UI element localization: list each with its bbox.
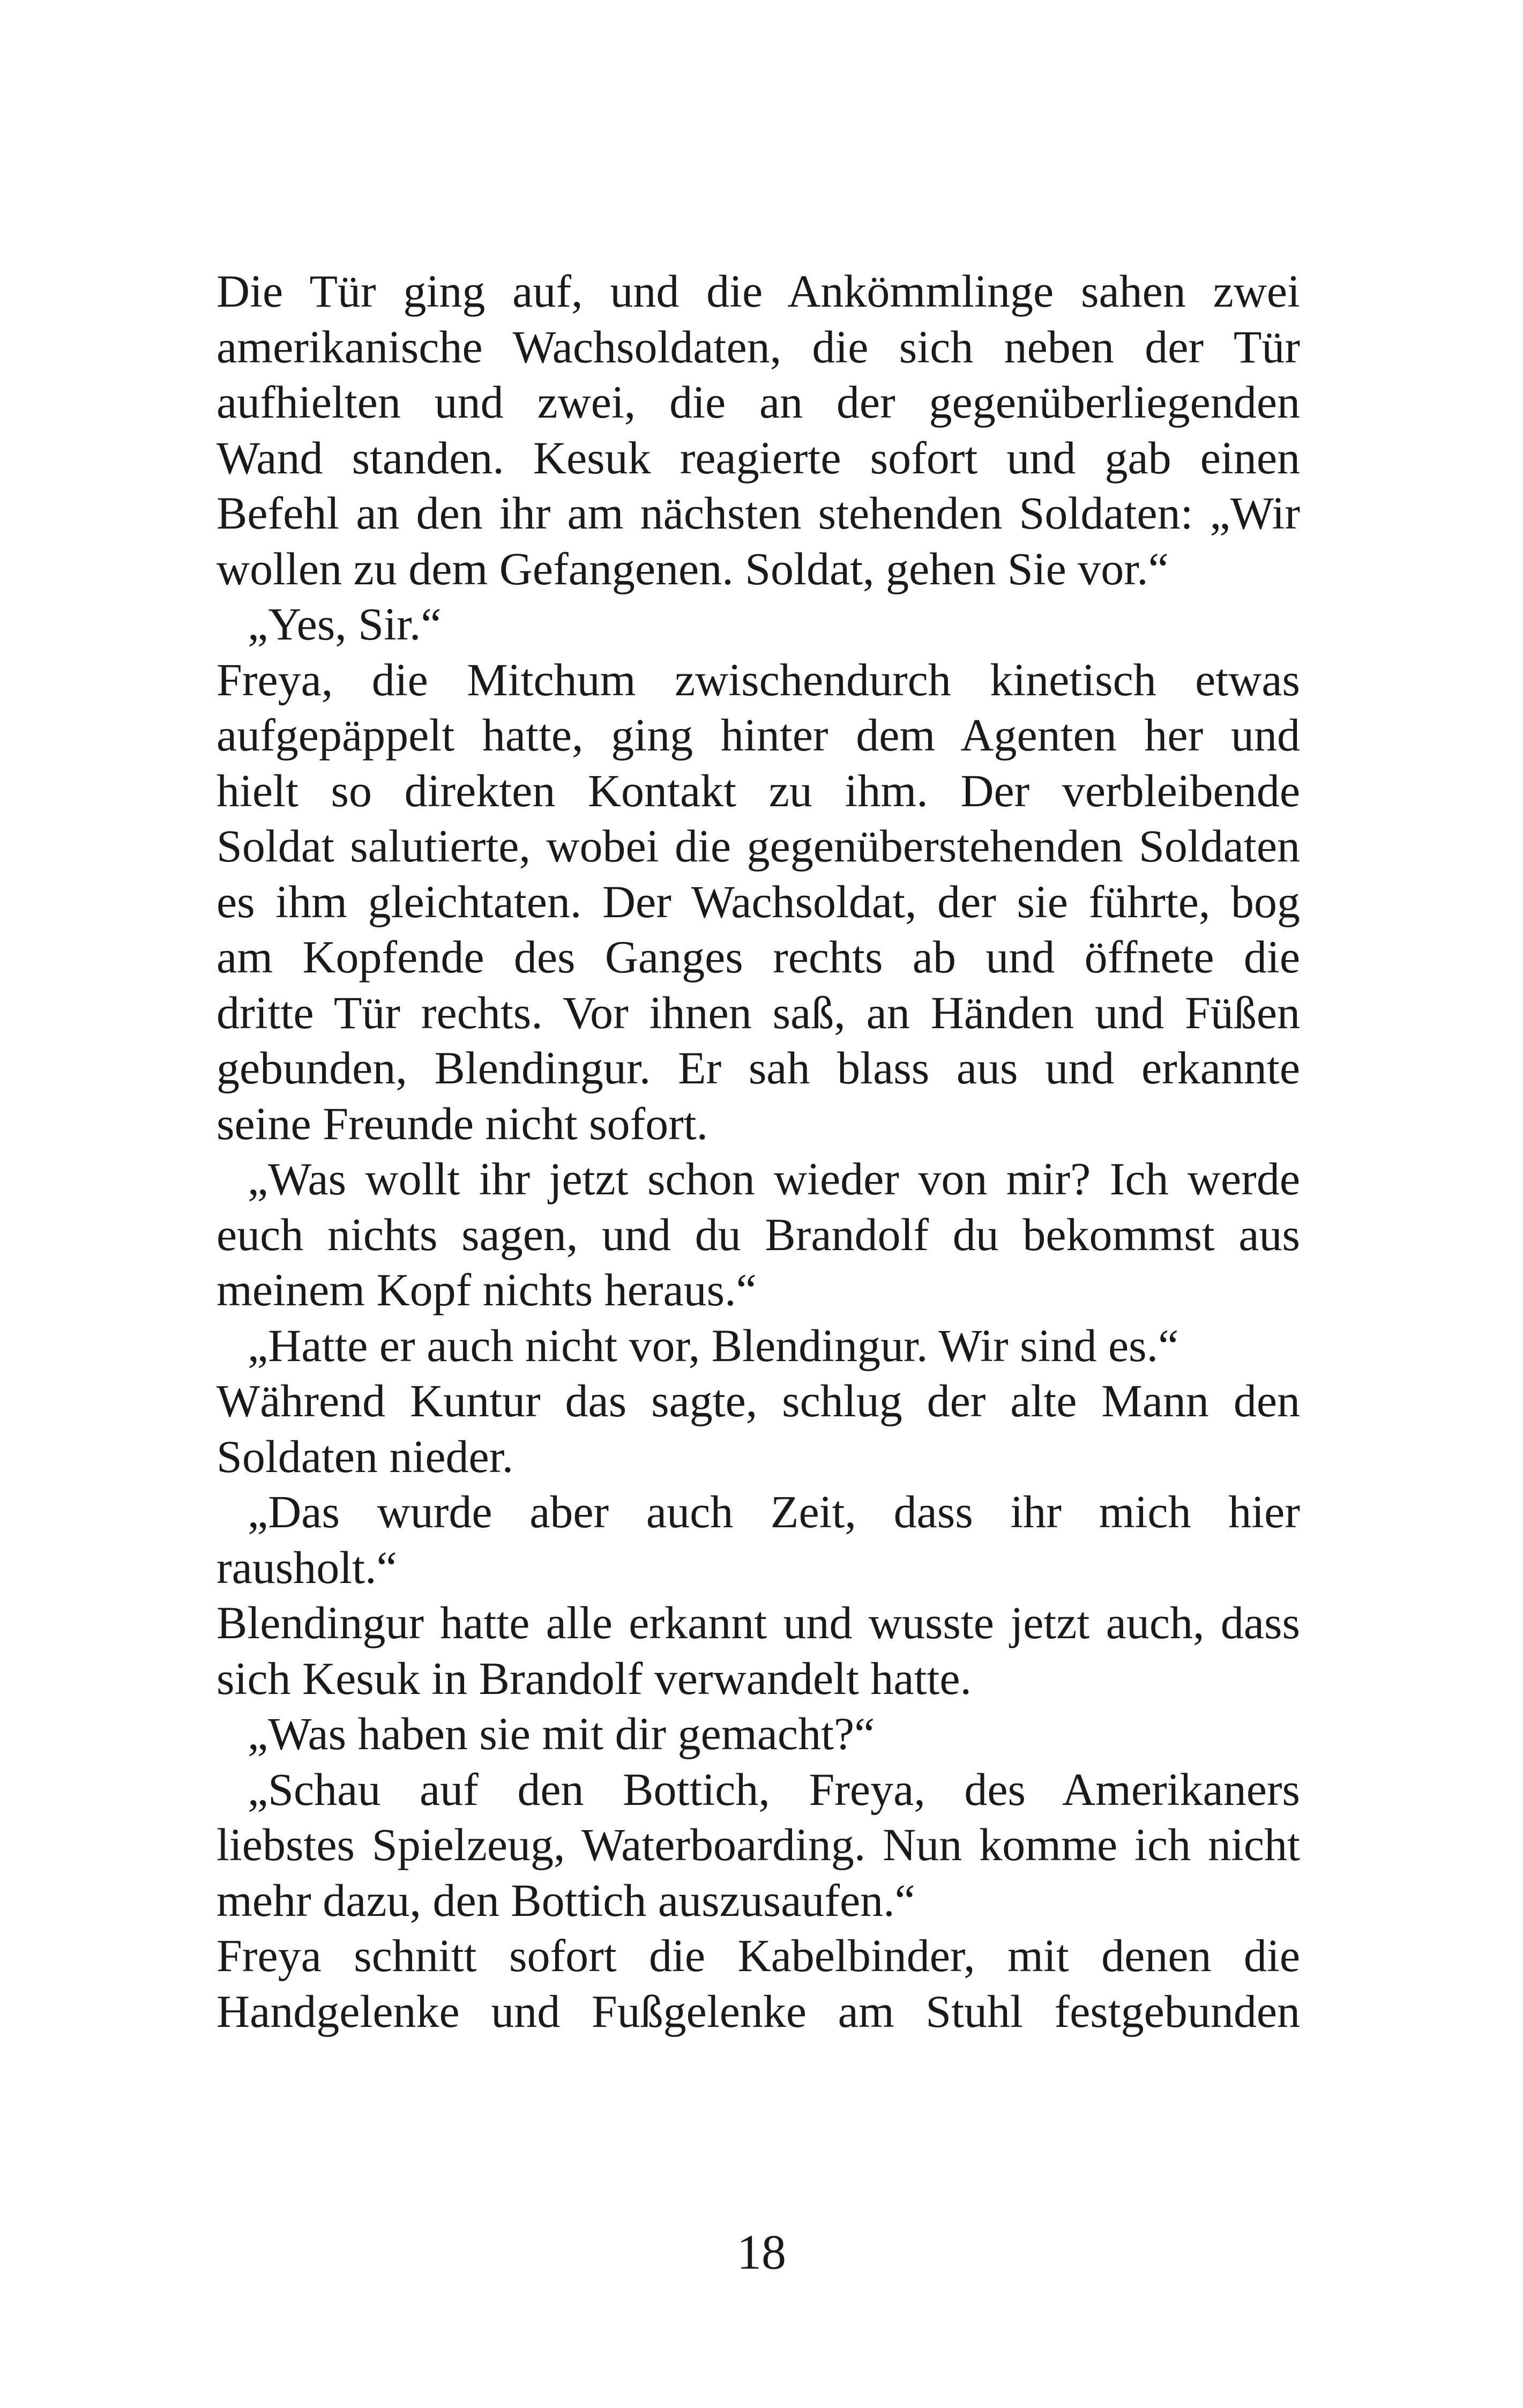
text-line: gebunden, Blendingur. Er sah blass aus und erkannte: [216, 1042, 1300, 1094]
text-line: Die Tür ging auf, und die Ankömmlinge sahen zwei: [216, 265, 1300, 317]
text-line: am Kopfende des Ganges rechts ab und öffnete die: [216, 931, 1300, 983]
body-text: [216, 264, 1300, 2039]
text-line: „Das wurde aber auch Zeit, dass ihr mich hier: [248, 1486, 1300, 1537]
text-line: Während Kuntur das sagte, schlug der alte Mann den: [216, 1375, 1300, 1426]
text-line: amerikanische Wachsoldaten, die sich neben der Tür: [216, 321, 1300, 373]
text-line: „Schau auf den Bottich, Freya, des Amerikaners: [248, 1763, 1300, 1815]
text-line: Freya, die Mitchum zwischendurch kinetisch etwas: [216, 653, 1300, 705]
text-line: „Was haben sie mit dir gemacht?“: [248, 1708, 875, 1759]
text-line: sich Kesuk in Brandolf verwandelt hatte.: [216, 1652, 972, 1704]
text-line: Freya schnitt sofort die Kabelbinder, mit denen die: [216, 1930, 1300, 1981]
text-line: aufhielten und zwei, die an der gegenüberliegenden: [216, 376, 1300, 428]
text-line: Soldat salutierte, wobei die gegenüberstehenden Soldaten: [216, 820, 1300, 872]
text-line: wollen zu dem Gefangenen. Soldat, gehen Sie vor.“: [216, 542, 1169, 594]
text-line: „Yes, Sir.“: [248, 598, 442, 650]
text-line: seine Freunde nicht sofort.: [216, 1097, 708, 1149]
page-number: 18: [737, 2225, 786, 2279]
text-line: Befehl an den ihr am nächsten stehenden Soldaten: „Wir: [216, 487, 1300, 539]
text-line: Handgelenke und Fußgelenke am Stuhl festgebunden: [216, 1985, 1300, 2037]
text-line: dritte Tür rechts. Vor ihnen saß, an Händen und Füßen: [216, 986, 1300, 1038]
text-line: aufgepäppelt hatte, ging hinter dem Agenten her und: [216, 709, 1300, 761]
text-line: „Hatte er auch nicht vor, Blendingur. Wir sind es.“: [248, 1319, 1179, 1371]
text-line: euch nichts sagen, und du Brandolf du bekommst aus: [216, 1208, 1300, 1260]
text-line: mehr dazu, den Bottich auszusaufen.“: [216, 1874, 915, 1926]
text-line: liebstes Spielzeug, Waterboarding. Nun komme ich nicht: [216, 1819, 1300, 1870]
text-line: Wand standen. Kesuk reagierte sofort und gab einen: [216, 432, 1300, 484]
text-line: rausholt.“: [216, 1541, 397, 1593]
text-line: meinem Kopf nichts heraus.“: [216, 1264, 757, 1316]
text-line: Soldaten nieder.: [216, 1430, 514, 1482]
text-line: hielt so direkten Kontakt zu ihm. Der verbleibende: [216, 764, 1300, 816]
text-line: „Was wollt ihr jetzt schon wieder von mir? Ich werde: [248, 1153, 1300, 1205]
text-line: Blendingur hatte alle erkannt und wusste jetzt auch, dass: [216, 1597, 1300, 1648]
text-line: es ihm gleichtaten. Der Wachsoldat, der sie führte, bog: [216, 875, 1300, 927]
